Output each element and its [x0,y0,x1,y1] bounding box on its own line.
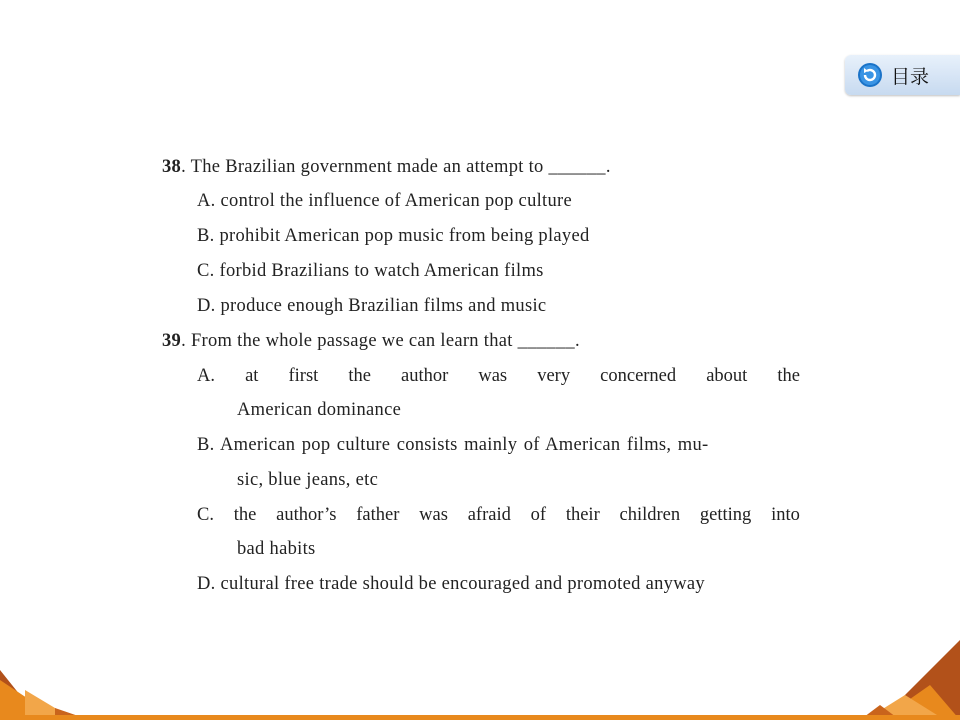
word: was [419,505,448,525]
word: very [537,366,571,386]
question-stem-text: . From the whole passage we can learn that ______. [181,331,580,351]
word: father [356,505,400,525]
word: first [288,366,319,386]
option-39-c-line2: bad habits [237,539,316,559]
question-number: 38 [162,157,182,177]
question-number: 39 [162,331,182,351]
word: concerned [600,366,677,386]
toc-label: 目录 [891,65,930,88]
option-39-a-line2: American dominance [237,400,402,420]
word: of [530,505,547,525]
word: author [401,366,449,386]
question-stem-text: . The Brazilian government made an attempt to ______. [181,157,611,177]
option-38-a: A. control the influence of American pop culture [197,191,573,211]
option-39-b-line2: sic, blue jeans, etc [237,470,379,490]
option-39-c-line1 [197,505,800,526]
word: C. [197,505,214,525]
word: afraid [467,505,511,525]
footer-bar [0,715,960,720]
word: was [478,366,508,386]
option-38-b: B. prohibit American pop music from being played [197,226,590,246]
word: children [619,505,681,525]
option-39-b-line1: B. American pop culture consists mainly of American films, mu- [197,435,709,455]
option-38-d: D. produce enough Brazilian films and music [197,296,547,316]
option-39-d: D. cultural free trade should be encouraged and promoted anyway [197,574,705,594]
word: the [233,505,257,525]
word: into [771,505,800,525]
word: their [565,505,600,525]
word: getting [699,505,752,525]
question-38-stem [162,157,611,178]
footer-decoration [0,640,960,720]
question-39-stem [162,331,580,352]
word: at [245,366,259,386]
word: the [777,366,800,386]
option-38-c: C. forbid Brazilians to watch American films [197,261,544,281]
word: the [348,366,371,386]
word: author’s [276,505,337,525]
option-39-a-line1 [197,366,800,387]
word: about [706,366,748,386]
word: A. [197,366,215,386]
